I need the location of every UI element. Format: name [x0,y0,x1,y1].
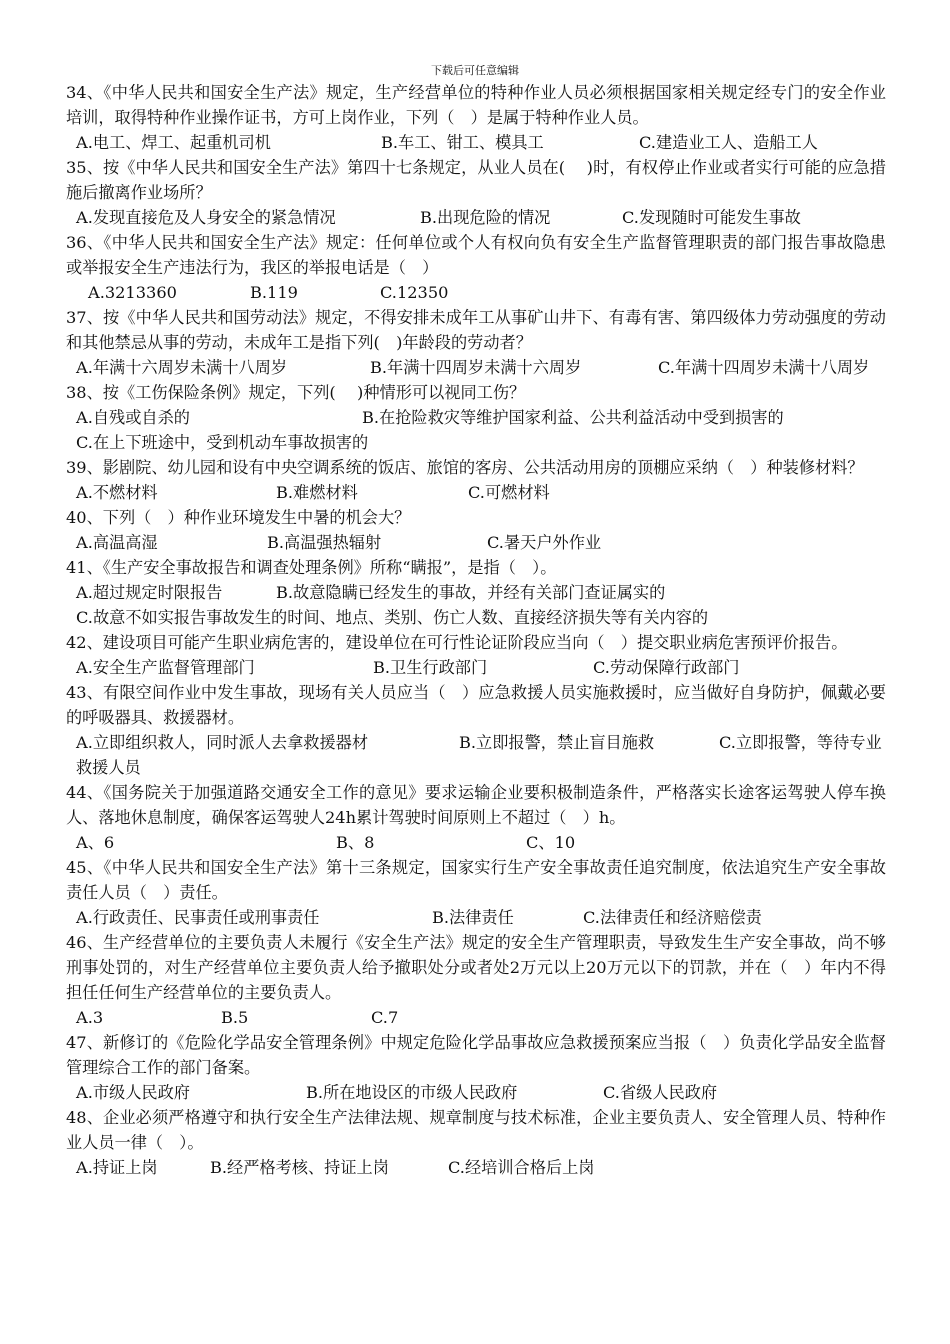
option-b: B.法律责任 [432,908,514,927]
option-b: B.5 [221,1008,249,1027]
option-a: A.自残或自杀的 [76,408,190,427]
options-row [66,580,886,605]
question-46 [66,930,886,1030]
options-row [66,130,886,155]
option-c: C.建造业工人、造船工人 [639,133,818,152]
options-row [66,905,886,930]
question-42 [66,630,886,680]
option-a: A.持证上岗 [76,1158,158,1177]
question-stem: 39、影剧院、幼儿园和设有中央空调系统的饭店、旅馆的客房、公共活动用房的顶棚应采纳（ ）种装修材料？ [66,458,864,477]
option-c: C.立即报警，等待专业救援人员 [76,733,882,777]
question-stem: 45、《中华人民共和国安全生产法》第十三条规定，国家实行生产安全事故责任追究制度，依法追究生产安全事故责任人员（ ）责任。 [66,858,886,902]
question-stem: 42、建设项目可能产生职业病危害的，建设单位在可行性论证阶段应当向（ ）提交职业病危害预评价报告。 [66,633,848,652]
option-a: A.立即组织救人，同时派人去拿救援器材 [76,733,369,752]
option-b: B.难燃材料 [276,483,358,502]
option-b: B.119 [250,283,298,302]
options-row [66,530,886,555]
options-row [66,205,886,230]
option-b: B.经严格考核、持证上岗 [210,1158,389,1177]
option-a: A.发现直接危及人身安全的紧急情况 [76,208,336,227]
option-c: C.7 [371,1008,399,1027]
question-40 [66,505,886,555]
option-c: C.暑天户外作业 [487,533,602,552]
option-b: B.出现危险的情况 [420,208,551,227]
question-34 [66,80,886,155]
option-a: A、6 [76,833,115,852]
options-row [66,280,886,305]
option-b: B.年满十四周岁未满十六周岁 [370,358,582,377]
options-row [66,355,886,380]
option-a: A.超过规定时限报告 [76,583,223,602]
option-a: A.年满十六周岁未满十八周岁 [76,358,288,377]
option-c: C.年满十四周岁未满十八周岁 [658,358,870,377]
question-stem: 35、按《中华人民共和国安全生产法》第四十七条规定，从业人员在( )时，有权停止作业或者实行可能的应急措施后撤离作业场所？ [66,158,886,202]
question-47 [66,1030,886,1105]
option-a: A.安全生产监督管理部门 [76,658,255,677]
option-c: C.发现随时可能发生事故 [622,208,801,227]
question-37 [66,305,886,380]
options-row [66,830,886,855]
question-list [66,80,886,1180]
question-35 [66,155,886,230]
option-c: C.故意不如实报告事故发生的时间、地点、类别、伤亡人数、直接经济损失等有关内容的 [76,608,709,627]
question-stem: 36、《中华人民共和国安全生产法》规定：任何单位或个人有权向负有安全生产监督管理职责的部门报告事故隐患或举报安全生产违法行为，我区的举报电话是（ ） [66,233,886,277]
options-row [66,405,886,430]
question-stem: 43、有限空间作业中发生事故，现场有关人员应当（ ）应急救援人员实施救援时，应当做好自身防护，佩戴必要的呼吸器具、救援器材。 [66,683,886,727]
question-36 [66,230,886,305]
option-c: C.法律责任和经济赔偿责 [583,908,762,927]
option-c: C.经培训合格后上岗 [448,1158,595,1177]
question-stem: 47、新修订的《危险化学品安全管理条例》中规定危险化学品事故应急救援预案应当报（ ）负责化学品安全监督管理综合工作的部门备案。 [66,1033,886,1077]
options-row [66,1005,886,1030]
question-stem: 34、《中华人民共和国安全生产法》规定，生产经营单位的特种作业人员必须根据国家相关规定经专门的安全作业培训，取得特种作业操作证书，方可上岗作业，下列（ ）是属于特种作业人员。 [66,83,886,127]
option-c: C.可燃材料 [468,483,550,502]
options-row [66,480,886,505]
question-41 [66,555,886,630]
question-stem: 46、生产经营单位的主要负责人未履行《安全生产法》规定的安全生产管理职责，导致发生生产安全事故，尚不够刑事处罚的，对生产经营单位主要负责人给予撤职处分或者处2万元以上20万元以下的罚款，并在（ ）年内不得担任任何生产经营单位的主要负责人。 [66,933,886,1002]
question-43 [66,680,886,780]
question-stem: 48、企业必须严格遵守和执行安全生产法律法规、规章制度与技术标准，企业主要负责人、安全管理人员、特种作业人员一律（ ）。 [66,1108,886,1152]
option-b: B、8 [336,833,375,852]
option-a: A.电工、焊工、起重机司机 [76,133,271,152]
question-39 [66,455,886,505]
question-44 [66,780,886,855]
options-row [66,655,886,680]
option-b: B.故意隐瞒已经发生的事故，并经有关部门查证属实的 [276,583,666,602]
options-row [66,1155,886,1180]
option-a: A.3 [76,1008,104,1027]
question-stem: 40、下列（ ）种作业环境发生中暑的机会大？ [66,508,411,527]
option-a: A.行政责任、民事责任或刑事责任 [76,908,320,927]
option-b: B.卫生行政部门 [373,658,488,677]
options-row [66,1080,886,1105]
option-b: B.车工、钳工、模具工 [381,133,544,152]
question-38 [66,380,886,455]
question-stem: 37、按《中华人民共和国劳动法》规定，不得安排未成年工从事矿山井下、有毒有害、第四级体力劳动强度的劳动和其他禁忌从事的劳动，未成年工是指下列( )年龄段的劳动者？ [66,308,886,352]
option-a: A.不燃材料 [76,483,158,502]
question-stem: 41、《生产安全事故报告和调查处理条例》所称“瞒报”，是指（ ）。 [66,558,557,577]
question-stem: 44、《国务院关于加强道路交通安全工作的意见》要求运输企业要积极制造条件，严格落实长途客运驾驶人停车换人、落地休息制度，确保客运驾驶人24h累计驾驶时间原则上不超过（ ）h。 [66,783,886,827]
option-c: C、10 [526,833,576,852]
option-a: A.3213360 [88,283,177,302]
option-c: C.劳动保障行政部门 [593,658,740,677]
page-header: 下载后可任意编辑 [431,64,519,77]
option-a: A.高温高湿 [76,533,158,552]
option-c: C.省级人民政府 [603,1083,718,1102]
question-stem: 38、按《工伤保险条例》规定，下列( )种情形可以视同工伤？ [66,383,526,402]
option-a: A.市级人民政府 [76,1083,190,1102]
question-45 [66,855,886,930]
option-c: C.在上下班途中，受到机动车事故损害的 [76,433,369,452]
options-row [66,730,886,780]
option-b: B.立即报警，禁止盲目施救 [459,733,655,752]
question-48 [66,1105,886,1180]
option-c: C.12350 [380,283,449,302]
option-b: B.高温强热辐射 [267,533,382,552]
option-b: B.所在地设区的市级人民政府 [306,1083,518,1102]
option-b: B.在抢险救灾等维护国家利益、公共利益活动中受到损害的 [362,408,784,427]
